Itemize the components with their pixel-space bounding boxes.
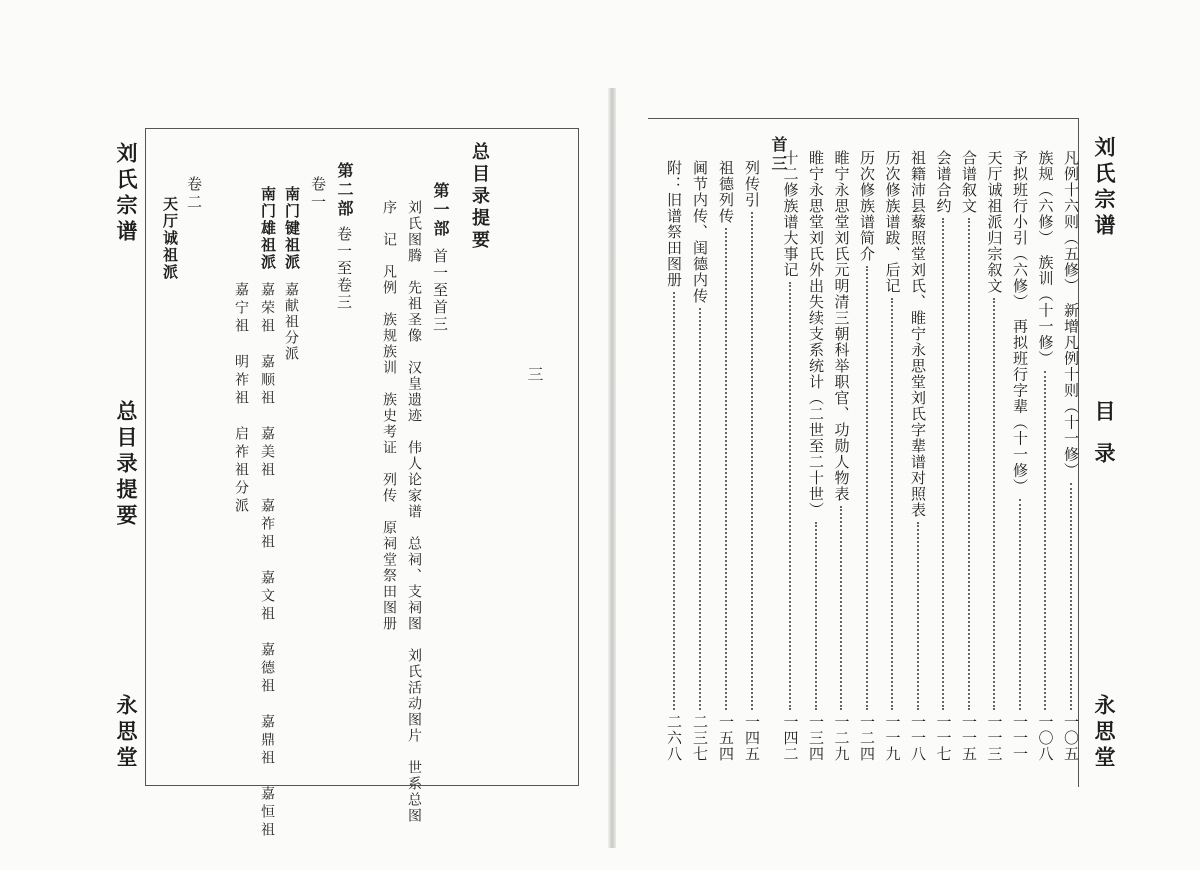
toc-entry-title: 列传引 [743, 160, 761, 208]
part1-items-2: 序 记 凡例 族规族训 族史考证 列传 原祠堂祭田图册 [381, 200, 397, 632]
branch-xiong-sub: 嘉荣祖 嘉顺祖 嘉美祖 嘉祚祖 嘉文祖 嘉德祖 嘉鼎祖 嘉恒祖 [259, 282, 275, 840]
toc-entry [1038, 150, 1053, 762]
toc-entry-page: 一一三 [985, 714, 1004, 762]
toc-leader-dots [673, 292, 675, 710]
toc-entry [1063, 150, 1078, 762]
toc-entry-page: 一三四 [807, 714, 825, 762]
right-section-title: 目 录 [1092, 400, 1117, 463]
vol1-label: 卷一 [309, 176, 327, 212]
toc-leader-dots [993, 298, 995, 710]
right-hall-name: 永思堂 [1092, 694, 1117, 772]
toc-leader-dots [840, 506, 842, 710]
toc-entry-title: 祖德列传 [717, 160, 735, 224]
toc-entry [692, 160, 707, 762]
left-heading: 总目录提要 [469, 142, 490, 252]
toc-leader-dots [1044, 371, 1046, 711]
toc-entry [1012, 150, 1027, 762]
toc-entry-page: 一五四 [717, 714, 735, 762]
left-hall-name: 永思堂 [114, 694, 139, 772]
toc-entry-page: 一〇八 [1036, 714, 1055, 762]
left-page-number: 三 [525, 366, 544, 382]
left-section-title: 总目录提要 [114, 400, 139, 530]
toc-entry-title: 天厅诚祖派归宗叙文 [985, 150, 1004, 294]
toc-entry-title: 凡例十六则（五修） 新增凡例十则（十一修） [1062, 150, 1080, 479]
part2-range: 卷一至卷三 [335, 226, 353, 311]
toc-entry-page: 一一八 [909, 714, 927, 762]
toc-entry-title: 予拟班行小引（六修） 再拟班行字辈（十一修） [1011, 150, 1029, 495]
toc-entry-title: 阃节内传、闺德内传 [691, 160, 709, 304]
toc-leader-dots [866, 266, 868, 710]
branch-cheng: 天厅诚祖派 [161, 196, 179, 281]
toc-entry [987, 150, 1002, 762]
toc-entry [961, 150, 976, 762]
toc-entry-page: 一一九 [883, 714, 902, 762]
toc-entry [859, 150, 874, 762]
branch-xiong: 南门雄祖派 [259, 186, 277, 271]
left-page-frame [145, 128, 579, 786]
toc-entry-page: 二六八 [665, 714, 683, 762]
toc-entry [834, 150, 849, 762]
toc-entry [783, 150, 798, 762]
toc-entry-title: 睢宁永思堂刘氏元明清三朝科举职官、功勋人物表 [832, 150, 851, 502]
toc-entry-title: 合谱叙文 [960, 150, 978, 214]
toc-entry-title: 祖籍沛县藜照堂刘氏、睢宁永思堂刘氏字辈谱对照表 [909, 150, 927, 518]
vol2-label: 卷二 [185, 176, 203, 212]
left-running-title: 刘氏宗谱 [114, 142, 139, 246]
head3-label: 首三 [769, 136, 788, 174]
toc-entry-page: 一一一 [1011, 714, 1029, 762]
toc-leader-dots [968, 218, 970, 710]
toc-entry [885, 150, 900, 762]
branch-xiong-sub2: 嘉宁祖 明祚祖 启祚祖分派 [233, 282, 249, 516]
toc-entry [744, 160, 759, 762]
toc-entry-title: 附：旧谱祭田图册 [665, 160, 683, 288]
toc-entry-title: 会谱合约 [934, 150, 953, 214]
toc-entry [666, 160, 681, 762]
toc-entry-page: 一二四 [858, 714, 876, 762]
book-gutter [608, 88, 616, 848]
part1-label: 第一部 [431, 182, 450, 239]
toc-entry-page: 一一五 [960, 714, 978, 762]
toc-leader-dots [699, 308, 701, 710]
branch-jian: 南门键祖派 [283, 186, 301, 271]
toc-leader-dots [789, 282, 791, 710]
branch-jian-sub: 嘉献祖分派 [283, 282, 299, 362]
toc-entry-title: 族规（六修） 族训（十一修） [1036, 150, 1055, 367]
toc-leader-dots [725, 228, 727, 710]
toc-entry-title: 历次修族谱跋、后记 [883, 150, 902, 294]
part2-label: 第二部 [335, 162, 354, 219]
toc-entry [808, 150, 823, 762]
toc-leader-dots [751, 212, 753, 710]
toc-entry-page: 一四五 [743, 714, 761, 762]
toc-leader-dots [815, 522, 817, 710]
toc-entry-title: 睢宁永思堂刘氏外出失续支系统计（二世至二十世） [807, 150, 825, 518]
toc-leader-dots [1019, 499, 1021, 711]
right-running-title: 刘氏宗谱 [1092, 136, 1117, 240]
toc-entry-title: 十二修族谱大事记 [781, 150, 800, 278]
toc-leader-dots [942, 218, 944, 710]
toc-entry-page: 一二九 [832, 714, 851, 762]
toc-entry [718, 160, 733, 762]
toc-leader-dots [891, 298, 893, 710]
part1-range: 首一至首三 [431, 248, 449, 333]
toc-leader-dots [917, 522, 919, 710]
toc-entry-page: 一〇五 [1062, 714, 1080, 762]
toc-leader-dots [1070, 483, 1072, 711]
toc-entry-page: 二三七 [691, 714, 709, 762]
part1-items-1: 刘氏图腾 先祖圣像 汉皇遗迹 伟人论家谱 总祠、支祠图 刘氏活动图片 世系总图 [406, 200, 422, 824]
toc-entry [936, 150, 951, 762]
toc-entry-title: 历次修族谱简介 [858, 150, 876, 262]
toc-entry [910, 150, 925, 762]
toc-entry-page: 一四二 [781, 714, 800, 762]
toc-entry-page: 一一七 [934, 714, 953, 762]
